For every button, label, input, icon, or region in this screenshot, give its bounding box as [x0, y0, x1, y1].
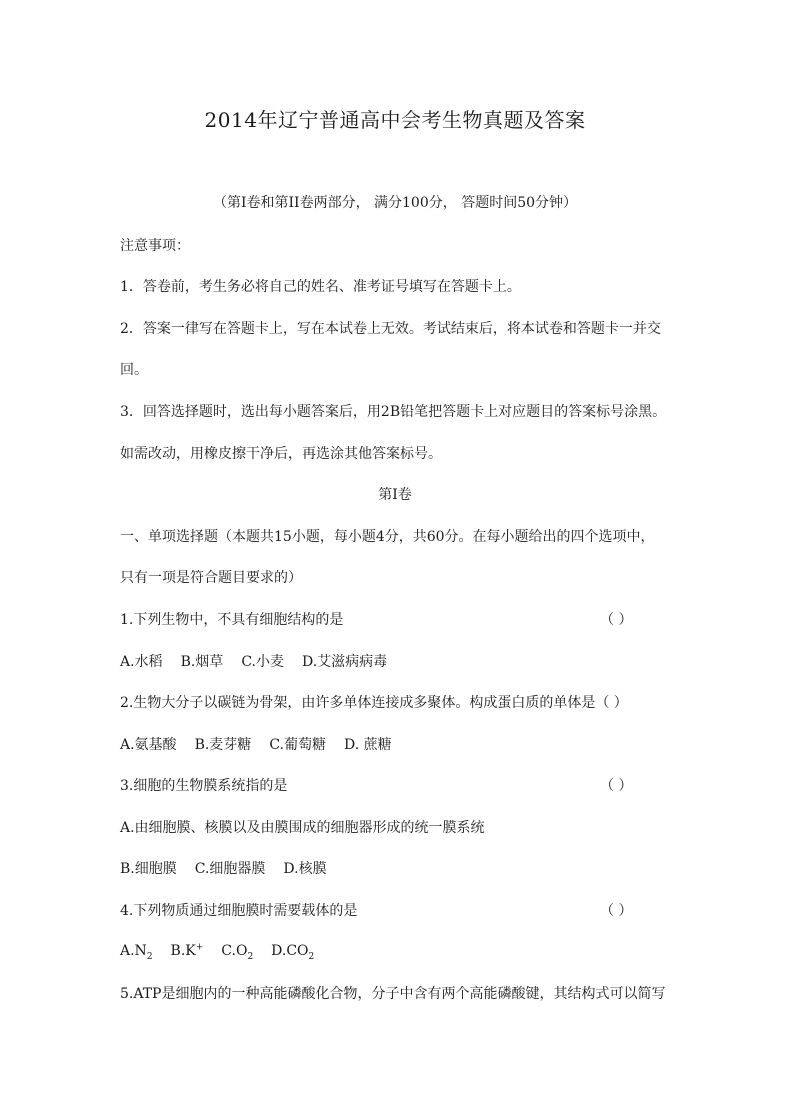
option: C.葡萄糖	[269, 737, 326, 753]
option: C.细胞器膜	[194, 861, 266, 877]
answer-paren: （ ）	[600, 778, 633, 794]
question-3-stem: 3.细胞的生物膜系统指的是	[120, 778, 288, 794]
question-2-options	[120, 734, 410, 754]
option-b: B.K+	[170, 942, 204, 959]
option: A.氨基酸	[120, 737, 177, 753]
notice-heading: 注意事项：	[120, 238, 190, 254]
answer-paren: （ ）	[600, 612, 633, 628]
question-2-stem: 2.生物大分子以碳链为骨架，由许多单体连接成多聚体。构成蛋白质的单体是（ ）	[120, 695, 628, 711]
option: C.小麦	[241, 654, 284, 670]
question-5-stem: 5.ATP是细胞内的一种高能磷酸化合物，分子中含有两个高能磷酸键，其结构式可以简写	[120, 986, 666, 1002]
option-a: $A.N_2$	[120, 942, 153, 962]
part-intro: 一、单项选择题（本题共15小题，每小题4分，共60分。在每小题给出的四个选项中，	[120, 529, 655, 545]
question-1-stem: 1.下列生物中，不具有细胞结构的是	[120, 612, 344, 628]
option-c: $C.O_2$	[221, 942, 254, 962]
document-title: 2014年辽宁普通高中会考生物真题及答案	[204, 108, 586, 132]
exam-subtitle: （第I卷和第II卷两部分， 满分100分， 答题时间50分钟）	[212, 195, 578, 211]
option: A.水稻	[120, 654, 163, 670]
notice-line: 3．回答选择题时，选出每小题答案后，用2B铅笔把答题卡上对应题目的答案标号涂黑。	[120, 404, 667, 420]
question-4-options	[120, 942, 332, 961]
question-3-options	[120, 858, 345, 878]
option: D.核膜	[283, 861, 327, 877]
option-d: $D.CO_2$	[271, 942, 315, 962]
notice-line: 如需改动，用橡皮擦干净后，再选涂其他答案标号。	[120, 446, 442, 462]
option: B.细胞膜	[120, 861, 177, 877]
option: B.烟草	[180, 654, 224, 670]
option: D. 蔗糖	[343, 737, 392, 753]
notice-line: 1．答卷前，考生务必将自己的姓名、准考证号填写在答题卡上。	[120, 279, 521, 295]
part-intro: 只有一项是符合题目要求的）	[120, 570, 302, 586]
option: B.麦芽糖	[194, 737, 252, 753]
question-1-options	[120, 651, 405, 671]
notice-line: 回。	[120, 362, 148, 378]
question-3-option-a: A.由细胞膜、核膜以及由膜围成的细胞器形成的统一膜系统	[120, 820, 485, 836]
notice-line: 2．答案一律写在答题卡上，写在本试卷上无效。考试结束后，将本试卷和答题卡一并交	[120, 321, 661, 337]
answer-paren: （ ）	[600, 903, 633, 919]
option: D.艾滋病病毒	[301, 654, 388, 670]
question-4-stem: 4.下列物质通过细胞膜时需要载体的是	[120, 903, 358, 919]
section-title: 第I卷	[378, 487, 412, 503]
